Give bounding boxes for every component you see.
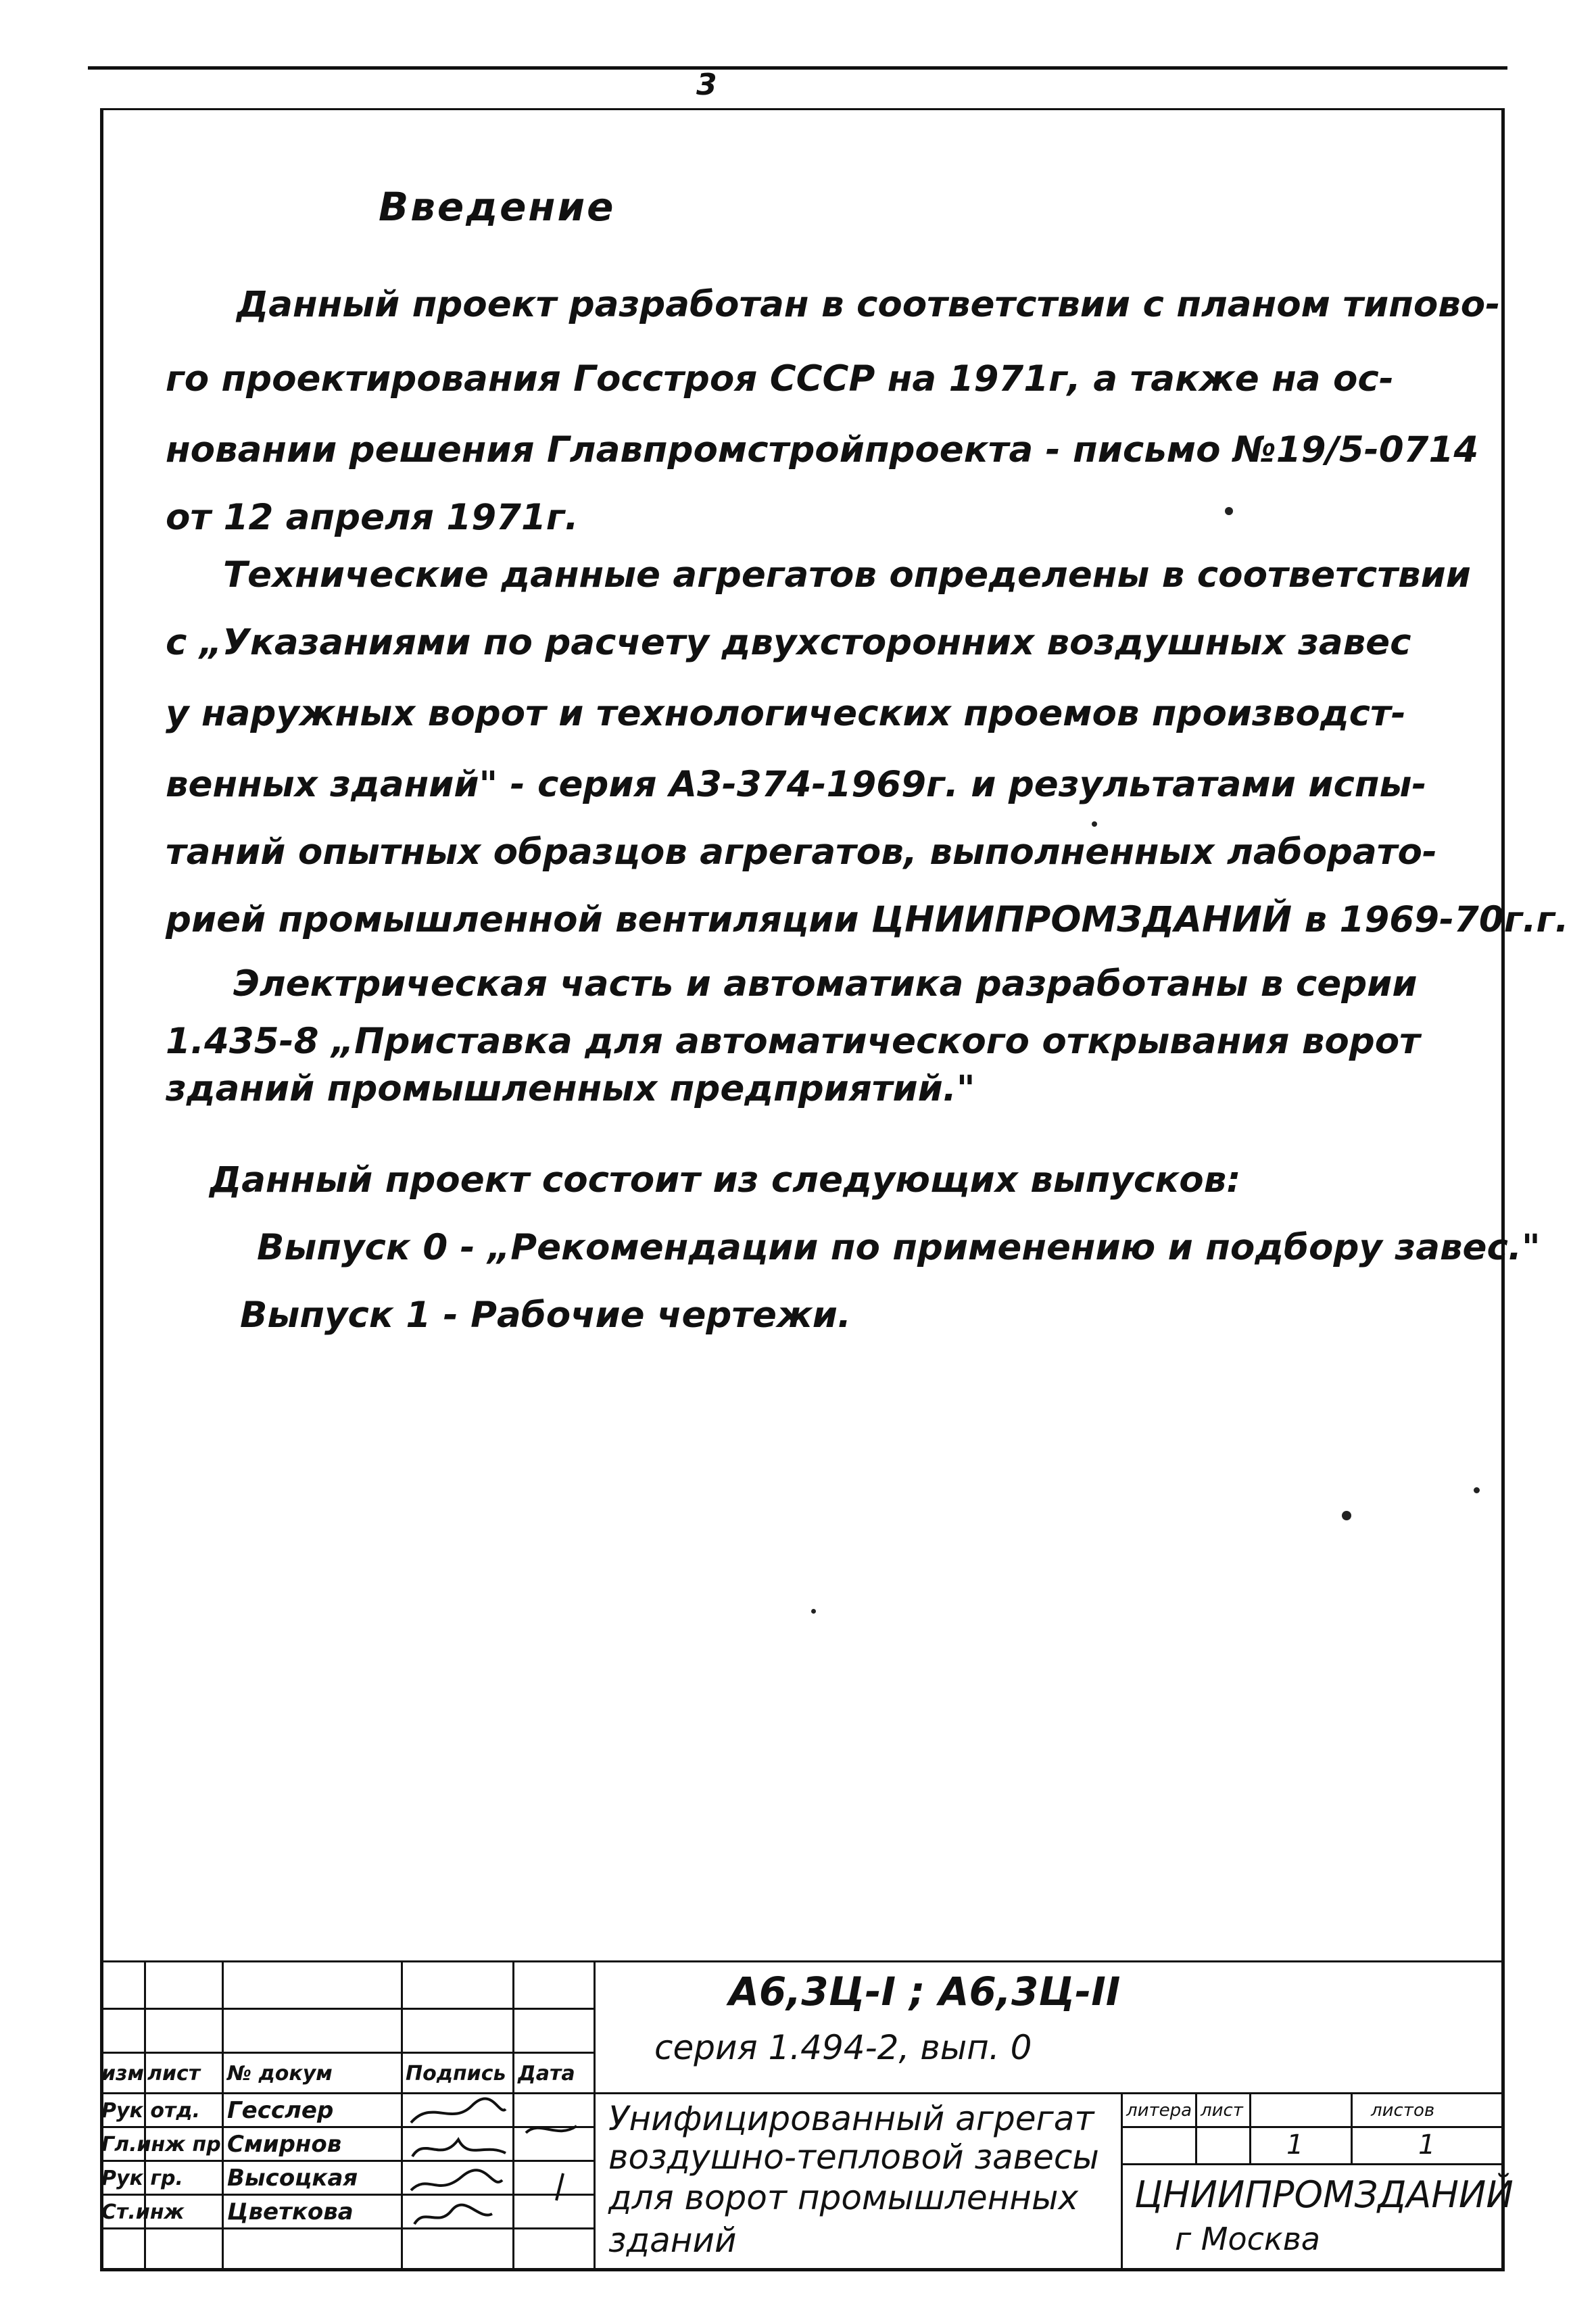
tb-person-name: Гесслер	[227, 2097, 334, 2124]
paragraph-line: с „Указаниями по расчету двухсторонних воздушных завес	[166, 622, 1411, 663]
city: г Москва	[1175, 2221, 1320, 2257]
tb-header-doc: № докум	[227, 2062, 333, 2085]
doc-code: А6,3Ц-I ; А6,3Ц-II	[729, 1969, 1121, 2015]
tb-role: Ст.инж	[101, 2200, 185, 2224]
tb-header-list: лист	[147, 2062, 201, 2085]
doc-title-line: воздушно-тепловой завесы	[608, 2138, 1099, 2177]
tb-header-izm: изм	[101, 2062, 144, 2085]
scan-speck	[1225, 507, 1233, 515]
sheet-header-litera: литера	[1126, 2100, 1192, 2121]
scan-speck	[811, 1609, 816, 1614]
paragraph-line: Выпуск 1 - Рабочие чертежи.	[240, 1295, 852, 1336]
tb-role: Рук отд.	[101, 2099, 200, 2123]
paragraph-line: рией промышленной вентиляции ЦНИИПРОМЗДАНИЙ в 1969-70г.г.	[166, 899, 1569, 940]
page-number: 3	[696, 68, 717, 102]
tb-role: Гл.инж пр	[101, 2133, 221, 2156]
doc-title-line: для ворот промышленных	[608, 2178, 1079, 2217]
sheet-value-listov: 1	[1418, 2129, 1436, 2161]
paragraph-line: новании решения Главпромстройпроекта - письмо №19/5-0714	[166, 429, 1479, 471]
title-block	[100, 1960, 1514, 2271]
paragraph-line: венных зданий" - серия А3-374-1969г. и результатами испы-	[166, 764, 1427, 805]
doc-series: серия 1.494-2, вып. 0	[654, 2028, 1032, 2067]
sheet-header-listov: листов	[1371, 2100, 1435, 2121]
scan-speck	[1342, 1511, 1351, 1520]
tb-person-name: Смирнов	[227, 2131, 342, 2158]
paragraph-line: Технические данные агрегатов определены в соответствии	[223, 554, 1471, 596]
tb-person-name: Цветкова	[227, 2198, 354, 2225]
paragraph-line: от 12 апреля 1971г.	[166, 497, 579, 538]
paragraph-line: Выпуск 0 - „Рекомендации по применению и подбору завес."	[257, 1227, 1541, 1268]
paragraph-line: у наружных ворот и технологических проемов производст-	[166, 693, 1406, 734]
doc-title-line: Унифицированный агрегат	[608, 2099, 1094, 2138]
scan-speck	[1092, 821, 1097, 827]
paragraph-line: 1.435-8 „Приставка для автоматического открывания ворот	[166, 1021, 1420, 1062]
doc-title-line: зданий	[608, 2221, 737, 2260]
tb-header-sign: Подпись	[406, 2062, 506, 2085]
sheet-value-list: 1	[1286, 2129, 1304, 2161]
paragraph-line: Данный проект состоит из следующих выпусков:	[210, 1159, 1241, 1201]
paragraph-line: Электрическая часть и автоматика разработаны в серии	[233, 963, 1418, 1005]
paragraph-line: таний опытных образцов агрегатов, выполненных лаборато-	[166, 831, 1437, 873]
paragraph-line: Данный проект разработан в соответствии с планом типово-	[237, 284, 1501, 325]
scan-speck	[1474, 1487, 1480, 1493]
date-marks	[516, 2113, 590, 2214]
paragraph-line: зданий промышленных предприятий."	[166, 1068, 975, 1109]
intro-title: Введение	[379, 184, 616, 230]
sheet-header-list: лист	[1201, 2100, 1243, 2121]
signatures	[404, 2096, 512, 2231]
tb-role: Рук гр.	[101, 2167, 183, 2190]
tb-header-date: Дата	[518, 2062, 575, 2085]
paragraph-line: го проектирования Госстроя СССР на 1971г, а также на ос-	[166, 358, 1394, 400]
tb-person-name: Высоцкая	[227, 2165, 358, 2192]
top-rule	[88, 66, 1507, 70]
organization: ЦНИИПРОМЗДАНИЙ	[1134, 2173, 1514, 2216]
